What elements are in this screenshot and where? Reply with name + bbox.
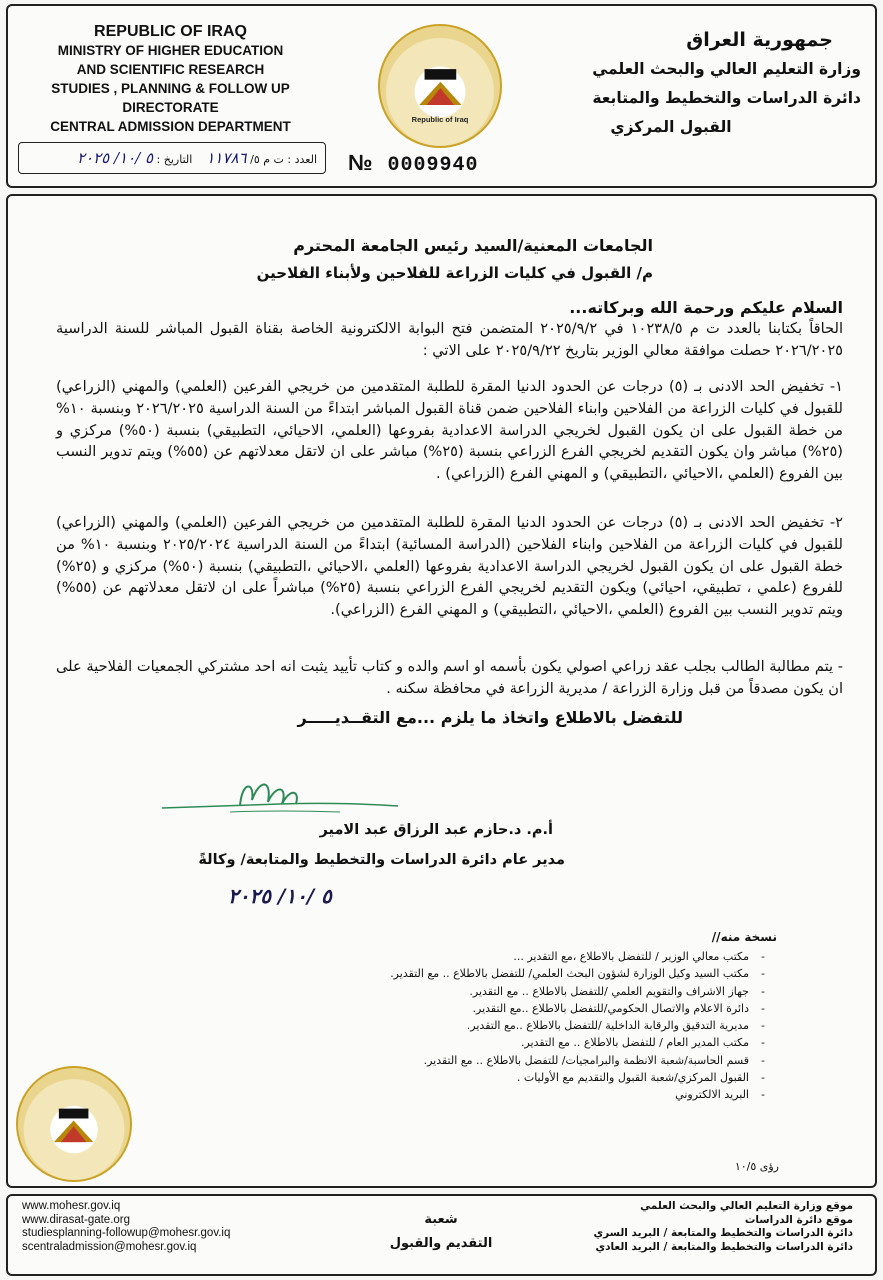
arabic-line: وزارة التعليم العالي والبحث العلمي xyxy=(592,60,861,78)
english-line: STUDIES , PLANNING & FOLLOW UP DIRECTORATE xyxy=(51,81,290,115)
footer-link[interactable]: www.dirasat-gate.org xyxy=(22,1213,131,1226)
clause-3: - يتم مطالبة الطالب بجلب عقد زراعي اصولي يكون بأسمه او اسم والده و كتاب تأييد يثبت انه احد مشتركي الجمعيات الفلاحية على ان يكون مصدقاً من قبل وزارة الزراعة / مديرية الزراعة في محافظة سكنه . xyxy=(56,658,843,697)
footer-link[interactable]: scentraladmission@mohesr.gov.iq xyxy=(22,1240,197,1253)
signer-name: أ.م. د.حازم عبد الرزاق عبد الامير xyxy=(319,822,553,838)
clause-1: ١- تخفيض الحد الادنى بـ (٥) درجات عن الحدود الدنيا المقرة للطلبة المتقدمين من خريجي الفرعين (العلمي) والمهني (الزراعي) للقبول في كليات الزراعة من الفلاحين وابناء الفلاحين ضمن قناة القبول المباشر ابتداءً من السنة الدراسية ٢٠٢٦/٢٠٢٥ وبنسبة ١٠% من خطة القبول على ان يكون القبول لخريجي الدراسة الاعدادية بفروعها (العلمي، الاحيائي، التطبيقي) بنسبة (٥٠%) مركزي و (٢٥%) مباشر وان يكون التقديم لخريجي الفرع الزراعي بنسبة (٢٥%) مباشر على ان لاتقل معدلاتهم عن (٥٥%) ويتم تدوير النسب بين الفروع (العلمي ،الاحيائي ،التطبيقي) و المهني الفرع (الزراعي) . xyxy=(56,378,844,483)
footer-dept-line: التقديم والقبول xyxy=(389,1236,493,1251)
reference-box xyxy=(18,142,326,174)
typist-ref-code: رؤى ١٠/٥ xyxy=(734,1160,779,1173)
footer-link[interactable]: studiesplanning-followup@mohesr.gov.iq xyxy=(22,1227,231,1239)
footer-arabic-line: دائرة الدراسات والتخطيط والمتابعة / البريد السري xyxy=(593,1227,853,1239)
footer-arabic-line: دائرة الدراسات والتخطيط والمتابعة / البريد العادي xyxy=(595,1240,853,1253)
subject-line: م/ القبول في كليات الزراعة للفلاحين ولأبناء الفلاحين xyxy=(256,264,653,282)
numero-sign: № xyxy=(348,150,374,175)
arabic-line: القبول المركزي xyxy=(610,118,732,136)
footer-arabic-line: موقع وزارة التعليم العالي والبحث العلمي xyxy=(640,1200,853,1212)
intro-paragraph: الحاقاً بكتابنا بالعدد ت م ١٠٢٣٨/٥ في ٢٠٢٥/٩/٢ المتضمن فتح البوابة الالكترونية الخاصة بقناة القبول المباشر للسنة الدراسية ٢٠٢٦/٢٠٢٥ حصلت موافقة معالي الوزير بتاريخ ٢٠٢٥/٩/٢٢ على الاتي : xyxy=(56,320,844,359)
english-line: MINISTRY OF HIGHER EDUCATION xyxy=(57,43,284,58)
addressee: الجامعات المعنية/السيد رئيس الجامعة المحترم xyxy=(293,236,653,255)
signature-date: ٥ /١٠/ ٢٠٢٥ xyxy=(228,884,332,908)
ref-number: ١١٧٨٦ xyxy=(206,149,247,167)
copy-recipient: -دائرة الاعلام والاتصال الحكومي/للتفضل بالاطلاع ..مع التقدير. xyxy=(472,1001,765,1015)
copy-recipient: -مكتب المدير العام / للتفضل بالاطلاع .. مع التقدير. xyxy=(520,1036,765,1050)
handwritten-signature-icon xyxy=(160,776,400,820)
copy-recipient: -قسم الحاسبة/شعبة الانظمة والبرامجيات/ للتفضل بالاطلاع .. مع التقدير. xyxy=(423,1053,765,1067)
ministry-seal-logo xyxy=(378,24,502,148)
arabic-line: دائرة الدراسات والتخطيط والمتابعة xyxy=(592,89,861,107)
copies-heading: نسخة منه// xyxy=(711,930,777,944)
footer-link[interactable]: www.mohesr.gov.iq xyxy=(22,1200,121,1212)
seal-caption: Republic of Iraq xyxy=(411,114,469,124)
copies-list xyxy=(390,948,777,1104)
date-value: ٥ /١٠/ ٢٠٢٥ xyxy=(76,149,154,167)
ministry-seal-logo xyxy=(16,1066,132,1182)
copy-recipient: -القبول المركزي/شعبة القبول والتقديم مع الأوليات . xyxy=(516,1071,765,1085)
footer-links xyxy=(22,1200,230,1254)
footer-dept-line: شعبة xyxy=(424,1212,458,1227)
copy-recipient: -مديرية التدقيق والرقابة الداخلية /للتفضل بالاطلاع ..مع التقدير. xyxy=(466,1019,765,1033)
date-label: التاريخ : xyxy=(156,153,193,166)
footer-arabic-labels xyxy=(563,1200,853,1254)
footer-department xyxy=(386,1208,496,1256)
english-line: CENTRAL ADMISSION DEPARTMENT xyxy=(50,119,291,134)
english-line: AND SCIENTIFIC RESEARCH xyxy=(76,62,265,77)
clause-2: ٢- تخفيض الحد الادنى بـ (٥) درجات عن الحدود الدنيا المقرة للطلبة المتقدمين من خريجي الفرعين (العلمي) والمهني (الزراعي) للقبول في كليات الزراعة من الفلاحين وابناء الفلاحين (الدراسة المسائية) ابتداءً من السنة الدراسية ٢٠٢٥/٢٠٢٤ وبنسبة ١٠% من خطة القبول على ان يكون القبول لخريجي الدراسة الاعدادية بفروعها (العلمي ،الاحيائي ،التطبيقي) بنسبة (٥٠%) مركزي و (٢٥%) للفروع (علمي ، تطبيقي، احيائي) ويكون التقديم لخريجي الفرع الزراعي بنسبة (٢٥%) مباشراً على ان لاتقل معدلاتهم عن (٥٥%) ويتم تدوير النسب بين الفروع (العلمي ،الاحيائي ،التطبيقي) و المهني الفرع (الزراعي). xyxy=(56,514,844,619)
copy-recipient: -البريد الالكتروني xyxy=(675,1088,765,1102)
signer-title: مدير عام دائرة الدراسات والتخطيط والمتابعة/ وكالةً xyxy=(198,852,565,868)
closing-line: للتفضل بالاطلاع واتخاذ ما يلزم ...مع التقــديـــــر xyxy=(297,708,683,727)
english-letterhead xyxy=(18,22,323,136)
copy-recipient: -مكتب السيد وكيل الوزارة لشؤون البحث العلمي/ للتفضل بالاطلاع .. مع التقدير. xyxy=(390,967,765,981)
copy-recipient: -مكتب معالي الوزير / للتفضل بالاطلاع ،مع التقدير ... xyxy=(513,950,765,963)
english-line: REPUBLIC OF IRAQ xyxy=(94,23,247,40)
arabic-letterhead xyxy=(561,26,861,142)
ref-label: العدد : ت م ٥/ xyxy=(250,153,317,166)
copy-recipient: -جهاز الاشراف والتقويم العلمي /للتفضل بالاطلاع .. مع التقدير. xyxy=(469,984,765,998)
seal-emblem-icon xyxy=(414,62,467,110)
greeting: السلام عليكم ورحمة الله وبركاته... xyxy=(569,298,843,317)
footer-arabic-line: موقع دائرة الدراسات xyxy=(744,1213,853,1226)
seal-emblem-icon xyxy=(49,1102,98,1147)
serial-number xyxy=(348,150,479,177)
serial-value: 0009940 xyxy=(387,154,479,177)
arabic-line: جمهورية العراق xyxy=(686,29,833,51)
